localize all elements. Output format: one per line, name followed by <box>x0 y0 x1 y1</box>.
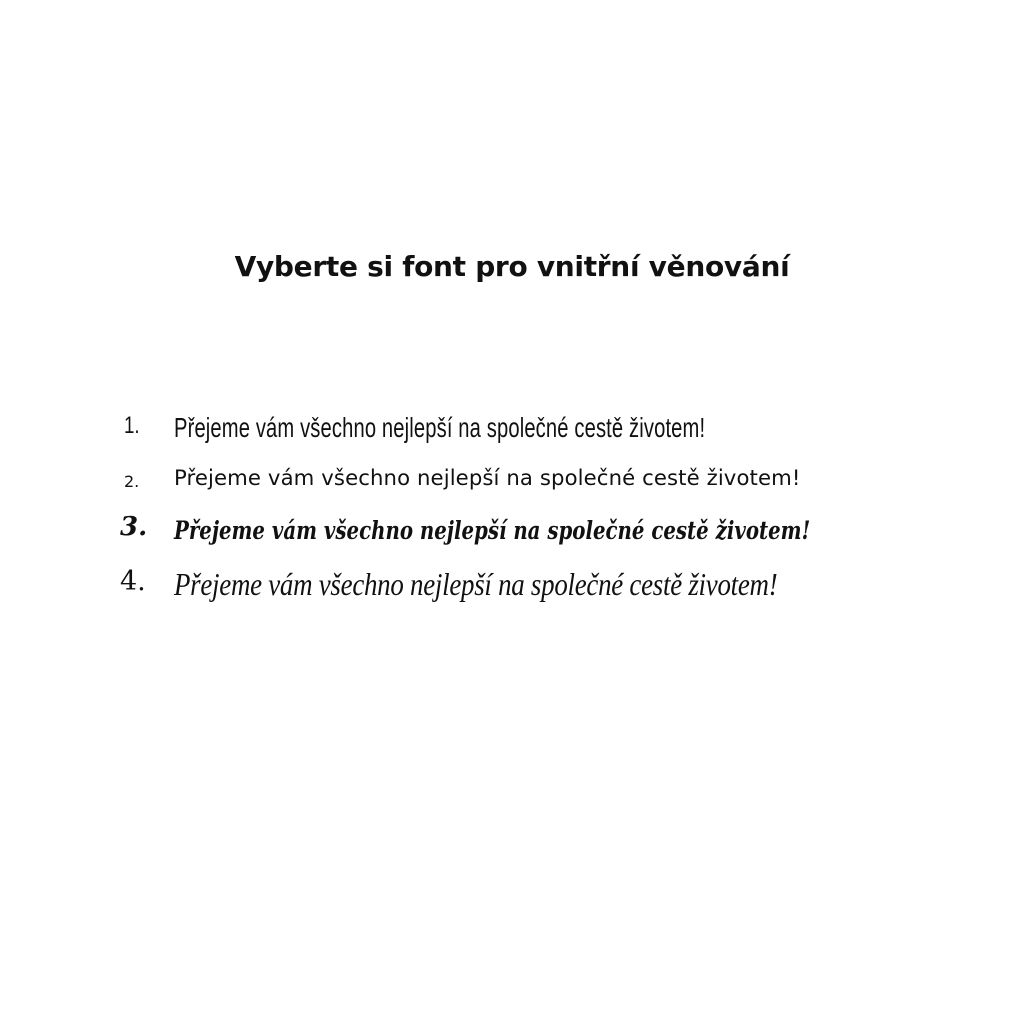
option-number: 2. <box>124 472 140 491</box>
option-number: 4. <box>120 566 146 597</box>
page-title: Vyberte si font pro vnitřní věnování <box>234 250 790 283</box>
option-sample-text: Přejeme vám všechno nejlepší na společné cestě životem! <box>174 466 801 490</box>
option-number: 1. <box>124 412 140 439</box>
option-sample-text: Přejeme vám všechno nejlepší na společné cestě životem! <box>174 516 811 545</box>
option-number: 3. <box>120 512 148 542</box>
option-sample-text: Přejeme vám všechno nejlepší na společné cestě životem! <box>174 566 778 602</box>
option-sample-text: Přejeme vám všechno nejlepší na společné cestě životem! <box>174 412 706 443</box>
